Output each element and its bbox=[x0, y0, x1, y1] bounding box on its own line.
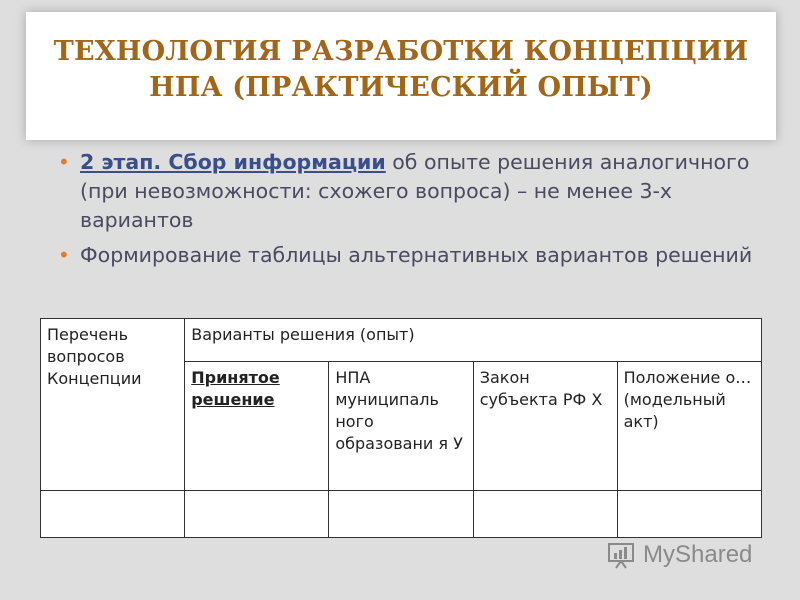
table-cell bbox=[329, 491, 473, 538]
group-header: Варианты решения (опыт) bbox=[185, 319, 762, 362]
subheader-municipal: НПА муниципаль ного образовани я У bbox=[329, 362, 473, 491]
col1-header: Перечень вопросов Концепции bbox=[41, 319, 185, 491]
watermark bbox=[607, 540, 752, 570]
title-line-1: ТЕХНОЛОГИЯ РАЗРАБОТКИ КОНЦЕПЦИИ bbox=[53, 36, 749, 67]
table-row bbox=[41, 319, 762, 362]
bullet-item bbox=[58, 241, 758, 270]
accepted-label: Принятое решение bbox=[191, 368, 280, 409]
watermark-text: MyShared bbox=[643, 541, 753, 568]
presentation-icon bbox=[607, 541, 637, 569]
stage-highlight: 2 этап. Сбор информации bbox=[80, 150, 386, 174]
table-cell bbox=[473, 491, 617, 538]
table-cell bbox=[617, 491, 761, 538]
slide-title bbox=[26, 34, 776, 106]
bullet-item bbox=[58, 148, 758, 235]
title-line-2: НПА (ПРАКТИЧЕСКИЙ ОПЫТ) bbox=[149, 72, 653, 103]
bullet-list bbox=[58, 148, 758, 270]
subheader-accepted bbox=[185, 362, 329, 491]
bullet-text: об опыте решения аналогичного (при невозможности: схожего вопроса) – не менее 3-х вариантов bbox=[80, 150, 750, 232]
table-cell bbox=[41, 491, 185, 538]
table-cell bbox=[185, 491, 329, 538]
subheader-model-act: Положение о… (модельный акт) bbox=[617, 362, 761, 491]
subheader-regional-law: Закон субъекта РФ Х bbox=[473, 362, 617, 491]
bullet-text: Формирование таблицы альтернативных вариантов решений bbox=[80, 243, 753, 267]
table-row bbox=[41, 491, 762, 538]
alternatives-table bbox=[40, 318, 762, 538]
bullet-marker: • bbox=[58, 150, 70, 174]
bullet-marker: • bbox=[58, 243, 70, 267]
